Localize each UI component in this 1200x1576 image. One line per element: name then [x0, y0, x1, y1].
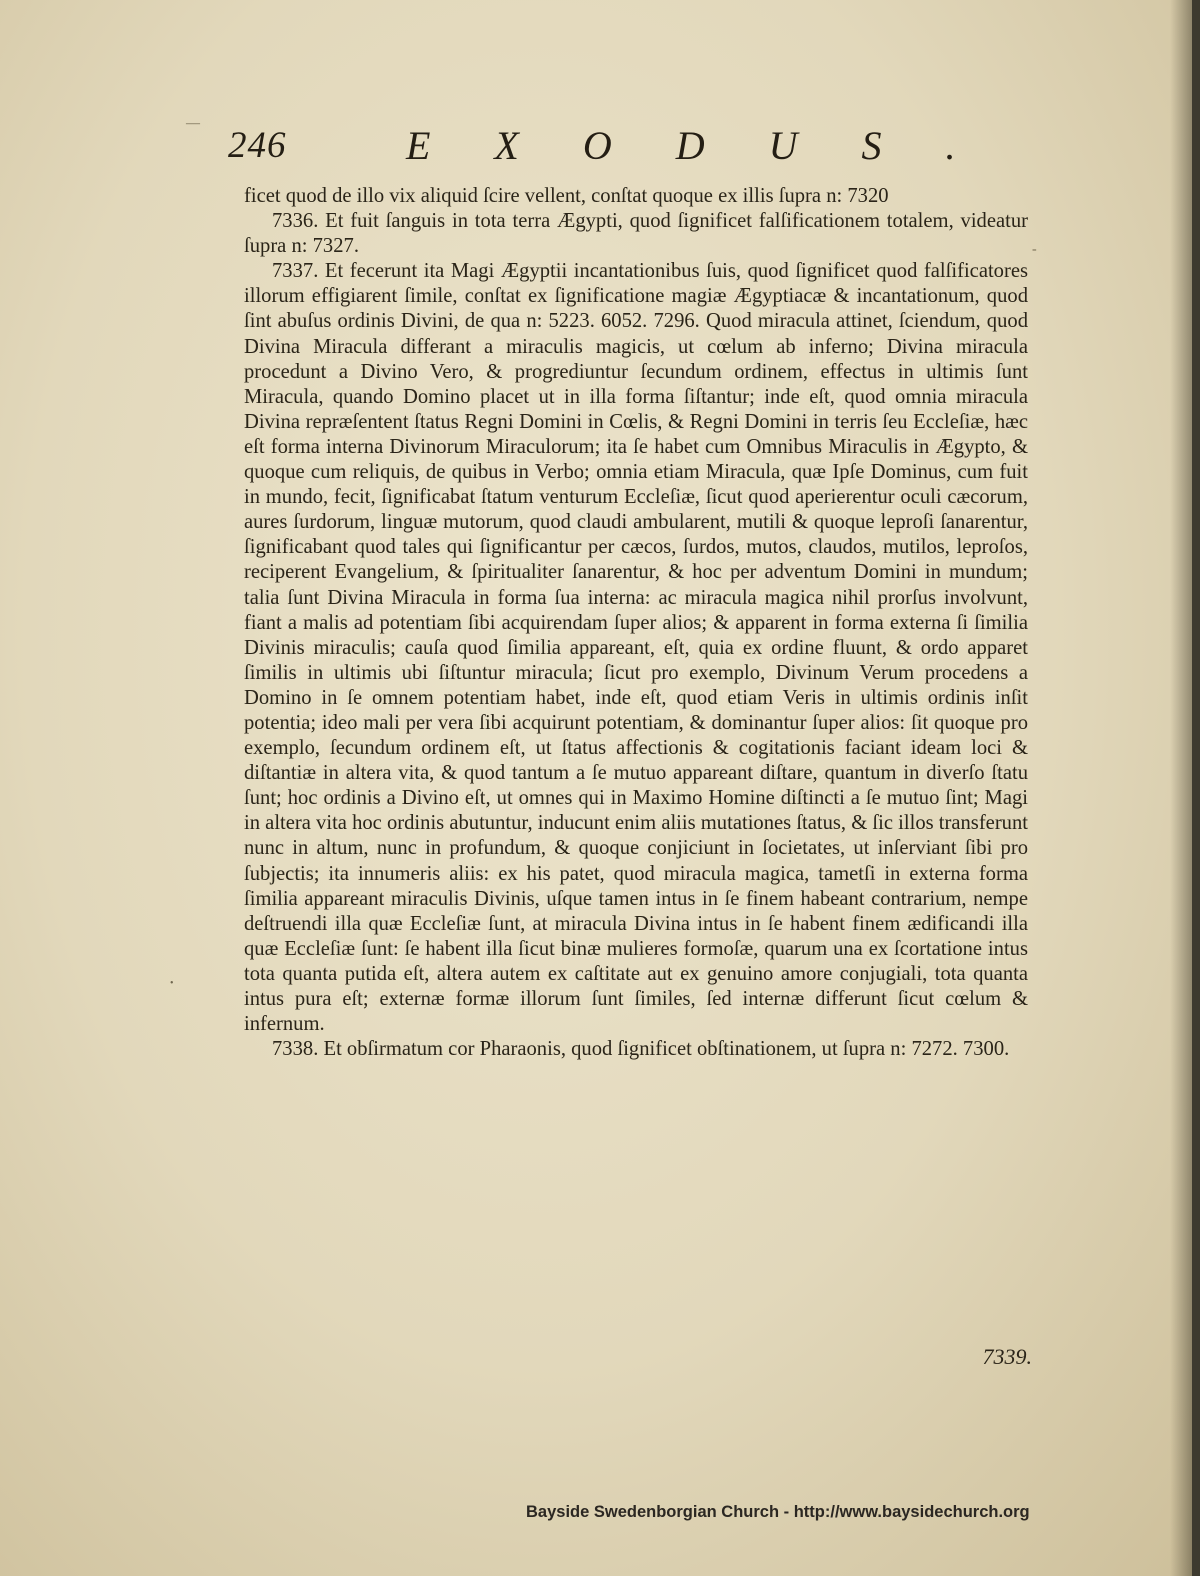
catchword: 7339.	[982, 1344, 1032, 1369]
running-head	[228, 122, 1028, 174]
paragraph-continued: ficet quod de illo vix aliquid ſcire vellent, conſtat quoque ex illis ſupra n: 7320	[244, 185, 889, 207]
book-title: EXODUS.	[406, 123, 1020, 168]
body-text	[244, 184, 1028, 1062]
margin-dash-mark: -	[1032, 242, 1037, 257]
margin-dash-mark: —	[186, 116, 200, 131]
paragraph-7337: 7337. Et fecerunt ita Magi Ægyptii incantationibus ſuis, quod ſignificet quod falſificatores illorum effigiarent ſimile, conſtat ex ſignificatione magiæ Ægyptiacæ & incantationum, quod ſint abuſus ordinis Divini, de qua n: 5223. 6052. 7296. Quod miracula attinet, ſciendum, quod Divina Miracula differant a miraculis magicis, ut cœlum ab inferno; Divina miracula procedunt a Divino Vero, & progrediuntur ſecundum ordinem, effectus in ultimis ſunt Miracula, quando Domino placet ut in illa forma ſiſtantur; inde eſt, quod omnia miracula Divina repræſentent ſtatus Regni Domini in Cœlis, & Regni Domini in terris ſeu Eccleſiæ, hæc eſt forma interna Divinorum Miraculorum; ita ſe habet cum Omnibus Miraculis in Ægypto, & quoque cum reliquis, de quibus in Verbo; omnia etiam Miracula, quæ Ipſe Dominus, cum fuit in mundo, fecit, ſignificabat ſtatum venturum Eccleſiæ, ſicut quod aperierentur oculi cæcorum, aures ſurdorum, linguæ mutorum, quod claudi ambularent, mutili & quoque leproſi ſanarentur, ſignificabant quod tales qui ſignificantur per cæcos, ſurdos, mutos, claudos, mutilos, leproſos, reciperent Evangelium, & ſpiritualiter ſanarentur, & hoc per adventum Domini in mundum; talia ſunt Divina Miracula in forma ſua interna: ac miracula magica nihil prorſus involvunt, fiant a malis ad potentiam ſibi acquirendam ſuper alios; & apparent in forma externa ſi ſimilia Divinis miraculis; cauſa quod ſimilia appareant, eſt, quia ex ordine fluunt, & ordo apparet ſimilis in ultimis ubi ſiſtuntur miracula; ſicut pro exemplo, Divinum Verum procedens a Domino in ſe omnem potentiam habet, inde eſt, quod etiam Veris in ultimis ordinis inſit potentia; ideo mali per vera ſibi acquirunt potentiam, & dominantur ſuper alios: ſit quoque pro exemplo, ſecundum ordinem eſt, ut ſtatus affectionis & cogitationis faciant ideam loci & diſtantiæ in altera vita, & quod tantum a ſe mutuo appareant diſtare, quantum in diverſo ſtatu ſunt; hoc ordinis a Divino eſt, ut omnes qui in Maximo Homine diſtincti a ſe mutuo ſint; Magi in altera vita hoc ordinis abutuntur, inducunt enim aliis mutationes ſtatus, & ſic illos transferunt nunc in altum, nunc in profundum, & quoque conjiciunt in ſocietates, ut inſerviant ſibi pro ſubjectis; ita innumeris aliis: ex his patet, quod miracula magica, tametſi in externa forma ſimilia appareant miraculis Divinis, uſque tamen intus in ſe finem habeant contrarium, nempe deſtruendi illa quæ Eccleſiæ ſunt, at miracula Divina intus in ſe habent finem ædificandi illa quæ Eccleſiæ ſunt: ſe habent illa ſicut binæ mulieres formoſæ, quarum una ex ſcortatione intus tota quanta putida eſt, altera autem ex caſtitate aut ex genuino amore conjugiali, tota quanta intus pura eſt; externæ formæ illorum ſunt ſimiles, ſed internæ differunt ſicut cœlum & infernum.	[244, 260, 1028, 1036]
footer-credit: Bayside Swedenborgian Church - http://www.baysidechurch.org	[526, 1503, 1030, 1521]
margin-dot-mark: •	[170, 978, 174, 989]
paragraph-7336: 7336. Et fuit ſanguis in tota terra Ægypti, quod ſignificet falſificationem totalem, videatur ſupra n: 7327.	[244, 210, 1028, 258]
paragraph-7338: 7338. Et obſirmatum cor Pharaonis, quod ſignificet obſtinationem, ut ſupra n: 7272. 7300.	[272, 1038, 1010, 1061]
page-number: 246	[228, 125, 287, 166]
scan-edge	[1192, 0, 1200, 1576]
